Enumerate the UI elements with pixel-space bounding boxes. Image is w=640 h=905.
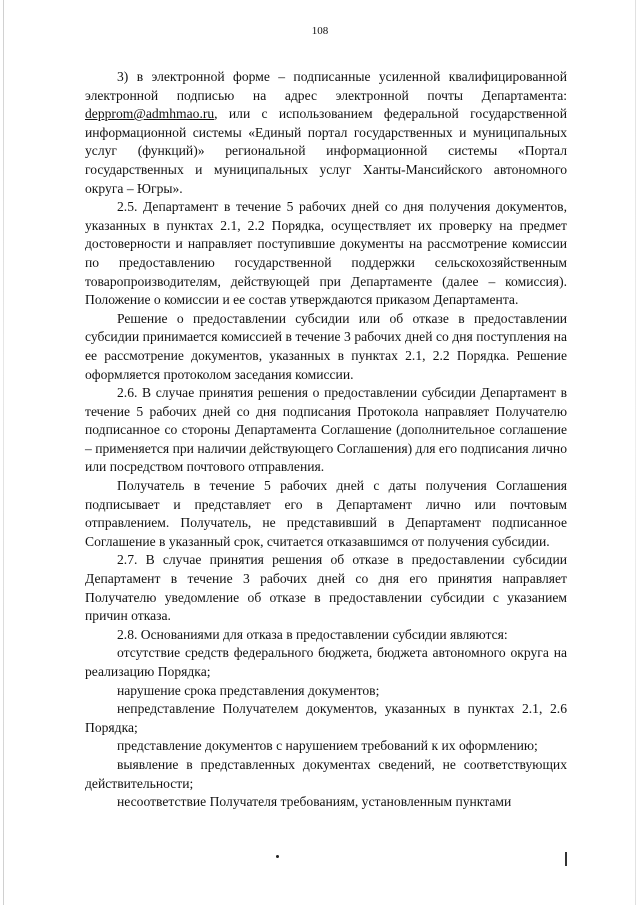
paragraph-p8 — [85, 644, 567, 681]
page-left-edge — [3, 0, 4, 905]
paragraph-p4 — [85, 384, 567, 477]
paragraph-text: Получатель в течение 5 рабочих дней с даты получения Соглашения подписывает и представляет его в Департамент лично или почтовым отправлением. Получатель, не представивший в Департамент подписанное Соглашение в указанный срок, считается отказавшимся от получения субсидии. — [85, 478, 567, 549]
paragraph-p9 — [85, 682, 567, 701]
scan-mark-dot — [276, 855, 279, 858]
paragraph-text: отсутствие средств федерального бюджета, бюджета автономного округа на реализацию Порядка; — [85, 645, 567, 679]
paragraph-p1 — [85, 68, 567, 198]
paragraph-text: 2.5. Департамент в течение 5 рабочих дней со дня получения документов, указанных в пунктах 2.1, 2.2 Порядка, осуществляет их проверку на предмет достоверности и направляет поступившие документы на рассмотрение комиссии по предоставлению государственной поддержки сельскохозяйственным товаропроизводителям, действующей при Департаменте (далее – комиссия). Положение о комиссии и ее состав утверждаются приказом Департамента. — [85, 199, 567, 308]
document-body — [85, 68, 567, 812]
paragraph-p3 — [85, 310, 567, 384]
paragraph-p13 — [85, 793, 567, 812]
paragraph-text: 2.8. Основаниями для отказа в предоставлении субсидии являются: — [117, 626, 508, 642]
paragraph-text: несоответствие Получателя требованиям, установленным пунктами — [117, 794, 512, 810]
page-right-edge — [635, 0, 636, 905]
scan-mark-line — [565, 852, 567, 866]
paragraph-text: 3) в электронной форме – подписанные усиленной квалифицированной электронной подписью на адрес электронной почты Департамента: — [85, 69, 567, 103]
paragraph-text: выявление в представленных документах сведений, не соответствующих действительности; — [85, 756, 567, 791]
paragraph-p5 — [85, 477, 567, 551]
paragraph-text: нарушение срока представления документов; — [117, 682, 380, 698]
paragraph-p2 — [85, 198, 567, 310]
paragraph-text: 2.6. В случае принятия решения о предоставлении субсидии Департамент в течение 5 рабочих дней со дня подписания Протокола направляет Получателю подписанное со стороны Департамента Соглашение (дополнительное соглашение – применяется при наличии действующего Соглашения) для его подписания лично или посредством почтового отправления. — [85, 385, 567, 475]
paragraph-text: Решение о предоставлении субсидии или об отказе в предоставлении субсидии принимается комиссией в течение 3 рабочих дней со дня поступления на ее рассмотрение документов, указанных в пунктах 2.1, 2.2 Порядка. Решение оформляется протоколом заседания комиссии. — [85, 310, 567, 382]
paragraph-p11 — [85, 737, 567, 756]
paragraph-p7 — [85, 626, 567, 645]
paragraph-text: представление документов с нарушением требований к их оформлению; — [117, 738, 538, 754]
email-link[interactable]: depprom@admhmao.ru — [85, 106, 215, 122]
page-number: 108 — [311, 25, 329, 37]
paragraph-text: непредставление Получателем документов, указанных в пунктах 2.1, 2.6 Порядка; — [85, 701, 567, 735]
paragraph-text: 2.7. В случае принятия решения об отказе в предоставлении субсидии Департамент в течение 3 рабочих дней со дня его принятия направляет Получателю уведомление об отказе в предоставлении субсидии с указанием причин отказа. — [85, 552, 567, 624]
paragraph-p10 — [85, 700, 567, 737]
paragraph-p12 — [85, 756, 567, 793]
paragraph-text: , или с использованием федеральной государственной информационной системы «Единый портал государственных и муниципальных услуг (функций)» региональной информационной системы «Портал государственных и муниципальных услуг Ханты-Мансийского автономного округа – Югры». — [85, 106, 567, 196]
paragraph-p6 — [85, 551, 567, 625]
